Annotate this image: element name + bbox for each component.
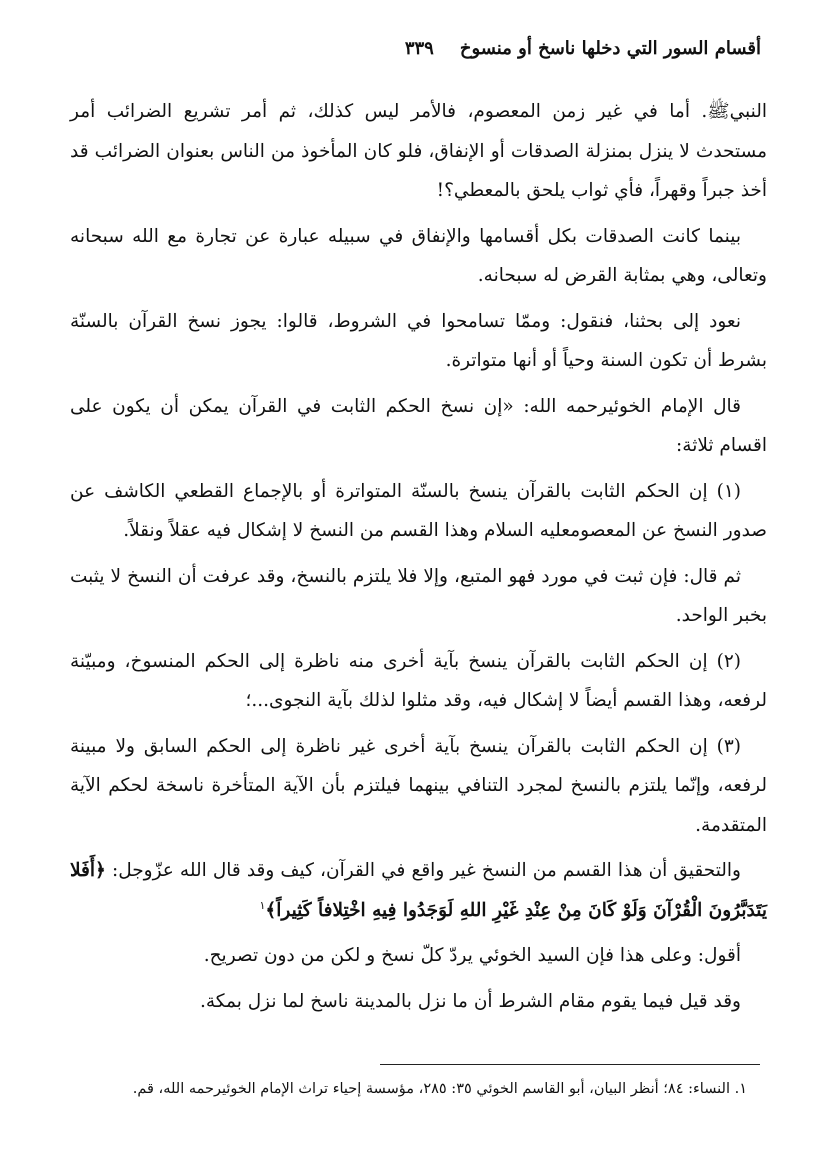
paragraph: بينما كانت الصدقات بكل أقسامها والإنفاق في سبيله عبارة عن تجارة مع الله سبحانه وتعالى، وهي بمثابة القرض له سبحانه. [70,225,767,286]
main-text [70,92,767,1027]
running-title: أقسام السور التي دخلها ناسخ أو منسوخ [459,37,761,59]
paragraph: ثم قال: فإن ثبت في مورد فهو المتبع، وإلا فلا يلتزم بالنسخ، وقد عرفت أن النسخ لا يثبت بخبر الواحد. [70,565,767,626]
paragraph-text: والتحقيق أن هذا القسم من النسخ غير واقع في القرآن، كيف وقد قال الله عزّوجل: [111,860,741,881]
footnote-marker: ١ [259,898,266,912]
paragraph: وقد قيل فيما يقوم مقام الشرط أن ما نزل بالمدينة ناسخ لما نزل بمكة. [199,990,741,1012]
paragraph: (٣) إن الحكم الثابت بالقرآن ينسخ بآية أخرى غير ناظرة إلى الحكم السابق ولا مبينة لرفعه، وإنّما يلتزم بالنسخ لمجرد التنافي بينهما فيلتزم بأن الآية المتأخرة ناسخة لحكم الآية المتقدمة. [70,735,767,836]
paragraph [70,851,767,930]
paragraph: (٢) إن الحكم الثابت بالقرآن ينسخ بآية أخرى منه ناظرة إلى الحكم المنسوخ، ومبيّنة لرفعه، وهذا القسم أيضاً لا إشكال فيه، وقد مثلوا لذلك بآية النجوى...؛ [70,650,767,711]
footnote: ١. النساء: ٨٤؛ أنظر البيان، أبو القاسم الخوئي ٣٥: ٢٨٥، مؤسسة إحياء تراث الإمام الخوئيرحمه الله، قم. [132,1081,747,1097]
paragraph: (١) إن الحكم الثابت بالقرآن ينسخ بالسنّة المتواترة أو بالإجماع القطعي الكاشف عن صدور النسخ عن المعصومعليه السلام وهذا القسم من النسخ لا إشكال فيه عقلاً ونقلاً. [70,480,767,541]
paragraph: النبيﷺ. أما في غير زمن المعصوم، فالأمر ليس كذلك، ثم أمر تشريع الضرائب أمر مستحدث لا ينزل بمنزلة الصدقات أو الإنفاق، فلو كان المأخوذ من الناس بعنوان الضرائب قد أخذ جبراً وقهراً، فأي ثواب يلحق بالمعطي؟! [70,101,767,201]
page-number: ٣٣٩ [404,37,434,59]
quran-verse: ﴿أَفَلا يَتَدَبَّرُونَ الْقُرْآنَ وَلَوْ كَانَ مِنْ عِنْدِ غَيْرِ اللهِ لَوَجَدُوا فِيهِ اخْتِلافاً كَثِيراً﴾ [70,860,767,921]
paragraph: نعود إلى بحثنا، فنقول: وممّا تسامحوا في الشروط، قالوا: يجوز نسخ القرآن بالسنّة بشرط أن تكون السنة وحياً أو أنها متواترة. [70,310,767,371]
footnote-divider [380,1064,760,1065]
paragraph: قال الإمام الخوئيرحمه الله: «إن نسخ الحكم الثابت في القرآن يمكن أن يكون على اقسام ثلاثة: [70,395,767,456]
paragraph: أقول: وعلى هذا فإن السيد الخوئي يردّ كلّ نسخ و لكن من دون تصريح. [203,945,741,966]
running-header [70,30,761,66]
